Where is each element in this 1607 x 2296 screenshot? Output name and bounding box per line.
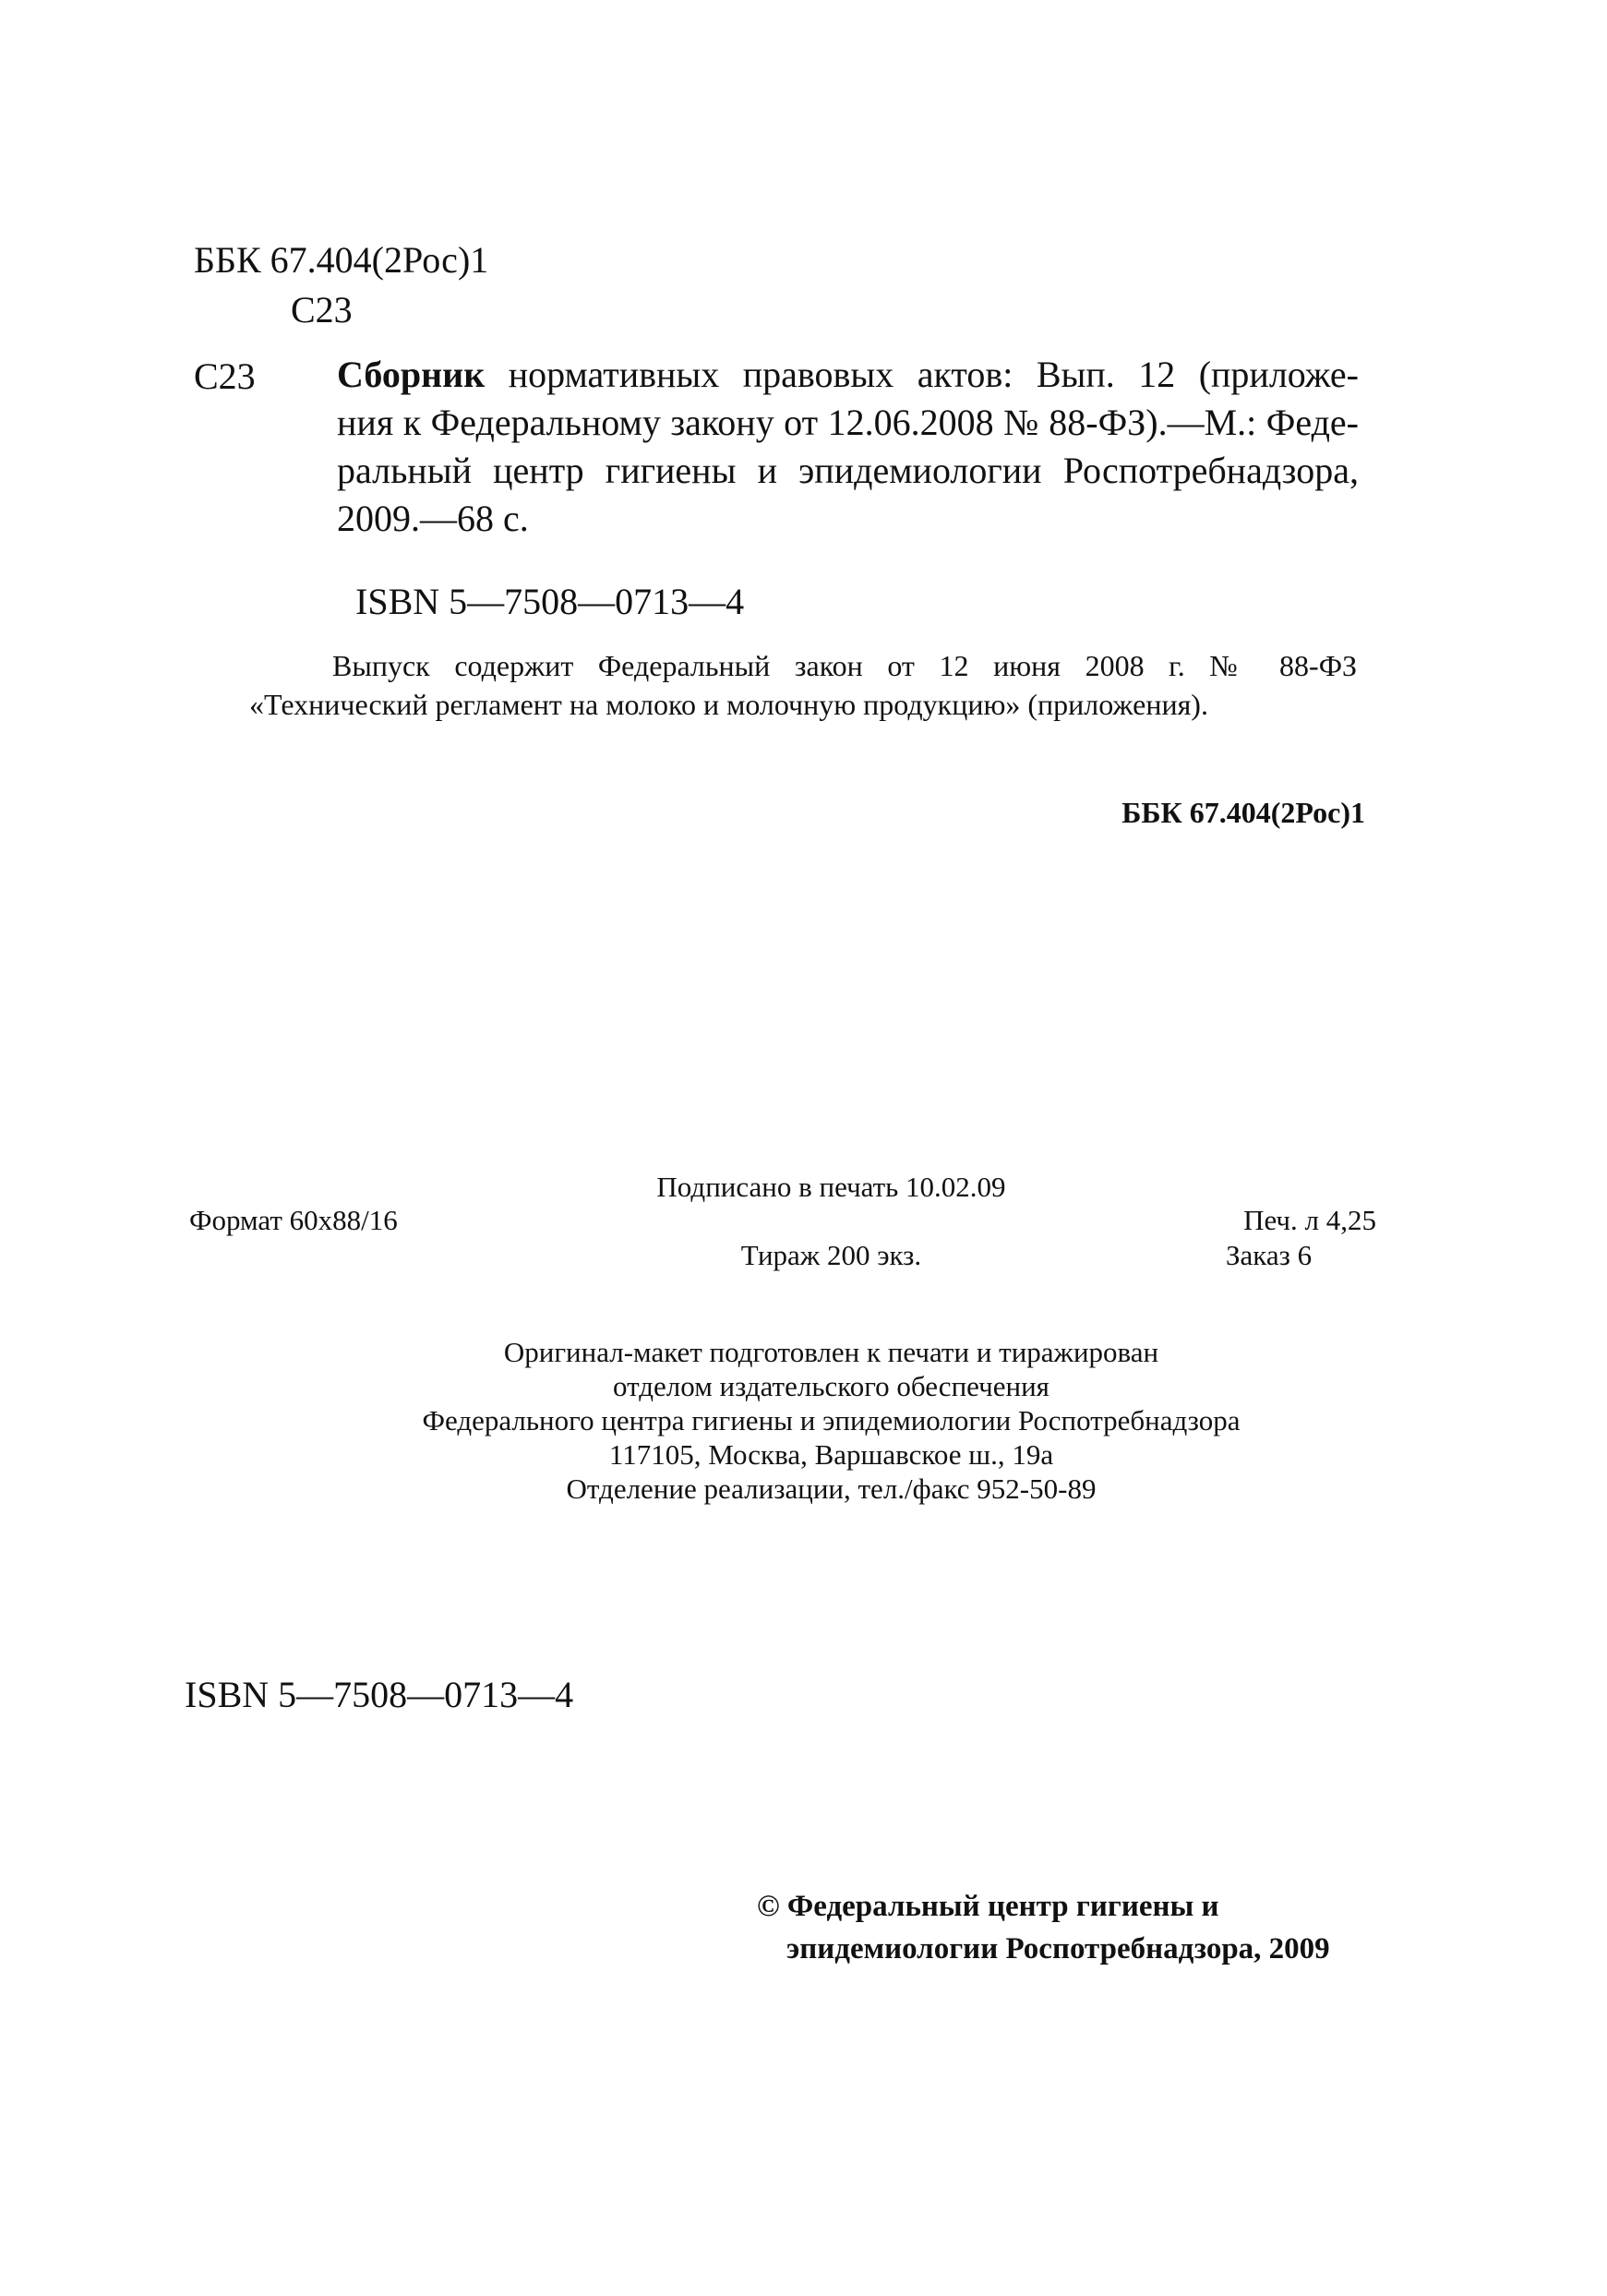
annotation-line-2: «Технический регламент на молоко и молочную продукцию» (приложения). [249,688,1208,721]
catalog-entry-line-3: ральный центр гигиены и эпидемиологии Роспотребнадзора, [337,450,1359,491]
bbk-index-top: ББК 67.404(2Рос)1 [194,239,489,281]
entry-title: Сборник [337,354,486,395]
order-number: Заказ 6 [1226,1239,1313,1271]
print-run: Тираж 200 экз. [740,1239,922,1271]
bbk-index-bottom: ББК 67.404(2Рос)1 [1121,796,1365,829]
isbn-footer: ISBN 5—7508—0713—4 [185,1674,574,1715]
copyright-notice [757,1885,1330,1970]
entry-author-code: С23 [194,355,256,397]
catalog-entry-line-1 [337,351,1359,399]
publisher-info [0,1335,1607,1506]
publisher-contact: Отделение реализации, тел./факс 952-50-89 [566,1473,1097,1505]
annotation [249,646,1357,724]
copyright-line-1: © Федеральный центр гигиены и [757,1890,1219,1923]
catalog-entry [337,351,1359,543]
publisher-line-2: отделом издательского обеспечения [613,1370,1049,1402]
paper-format: Формат 60x88/16 [189,1204,398,1236]
isbn-entry: ISBN 5—7508—0713—4 [355,581,745,622]
publisher-line-1: Оригинал-макет подготовлен к печати и тиражирован [503,1336,1159,1368]
catalog-entry-line-2: ния к Федеральному закону от 12.06.2008 № 88-ФЗ).—М.: Феде- [337,402,1359,443]
printed-sheets: Печ. л 4,25 [1243,1204,1376,1236]
author-code-top: С23 [291,289,353,331]
catalog-entry-line-4: 2009.—68 с. [337,498,529,539]
publisher-address: 117105, Москва, Варшавское ш., 19а [608,1438,1054,1471]
copyright-line-2: эпидемиологии Роспотребнадзора, 2009 [786,1932,1330,1965]
entry-line-1-rest: нормативных правовых актов: Вып. 12 (приложе- [485,354,1359,395]
annotation-line-1: Выпуск содержит Федеральный закон от 12 июня 2008 г. № 88-ФЗ [332,649,1357,682]
publisher-line-3: Федерального центра гигиены и эпидемиологии Роспотребнадзора [422,1404,1241,1437]
signed-for-print: Подписано в печать 10.02.09 [656,1171,1006,1203]
